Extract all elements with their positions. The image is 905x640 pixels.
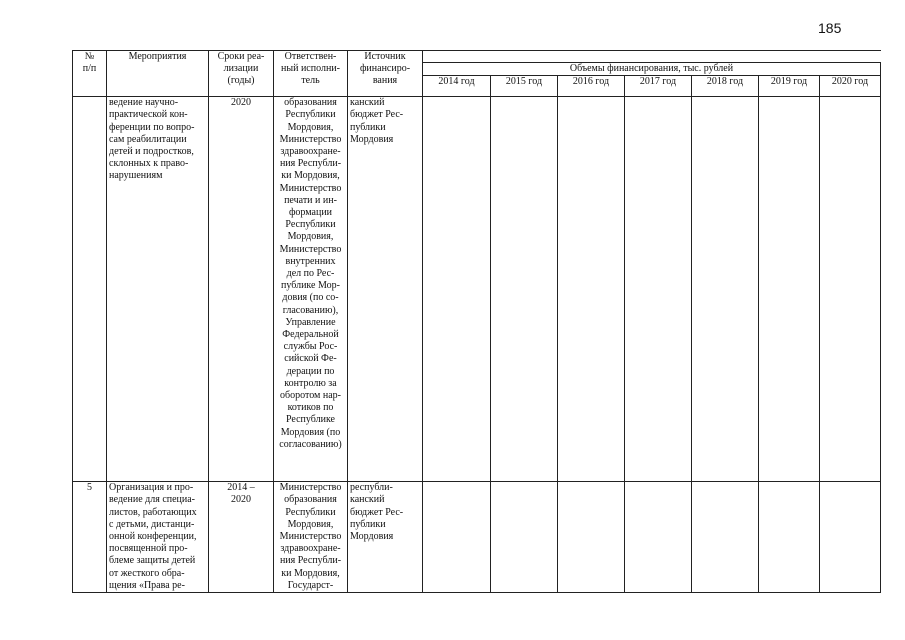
header-year-2017: 2017 год (625, 76, 692, 97)
funding-plan-table (72, 50, 881, 593)
header-funding: Объемы финансирования, тыс. рублей (423, 63, 881, 76)
row-executors: образования Республики Мордовия, Министерство здравоохране- ния Республи- ки Мордовия, Министерство печати и ин- формации Республики Мордовия, Министерство внутренних дел по Рес- публике Мор- довия (по со- гласованию), Управление Федеральной службы Рос- сийской Фе- дерации по контролю за оборотом нар- котиков по Республике Мордовия (по согласованию) (274, 97, 348, 482)
row-cell-2019 (759, 97, 820, 482)
row-cell-2018 (692, 97, 759, 482)
header-source: Источник финансиро- вания (348, 51, 423, 97)
header-year-2014: 2014 год (423, 76, 491, 97)
header-year-2019: 2019 год (759, 76, 820, 97)
table-row (73, 97, 881, 482)
row-cell-2016 (558, 97, 625, 482)
row-cell-2019 (759, 482, 820, 593)
row-cell-2015 (491, 482, 558, 593)
header-spacer (423, 51, 881, 63)
page-number: 185 (818, 20, 842, 36)
header-year-2015: 2015 год (491, 76, 558, 97)
row-cell-2016 (558, 482, 625, 593)
row-cell-2018 (692, 482, 759, 593)
row-source: республи- канский бюджет Рес- публики Мордовия (348, 482, 423, 593)
row-cell-2017 (625, 97, 692, 482)
row-source: канский бюджет Рес- публики Мордовия (348, 97, 423, 482)
row-cell-2017 (625, 482, 692, 593)
row-terms: 2020 (209, 97, 274, 482)
table-row (73, 482, 881, 593)
header-event: Мероприятия (107, 51, 209, 97)
header-year-2016: 2016 год (558, 76, 625, 97)
row-cell-2014 (423, 97, 491, 482)
row-cell-2020 (820, 482, 881, 593)
row-num (73, 97, 107, 482)
header-year-2018: 2018 год (692, 76, 759, 97)
header-year-2020: 2020 год (820, 76, 881, 97)
header-executors: Ответствен- ный исполни- тель (274, 51, 348, 97)
row-cell-2014 (423, 482, 491, 593)
row-cell-2020 (820, 97, 881, 482)
row-cell-2015 (491, 97, 558, 482)
row-event: Организация и про- ведение для специа- листов, работающих с детьми, дистанци- онной конференции, посвященной про- блеме защиты детей от жесткого обра- щения «Права ре- (107, 482, 209, 593)
row-event: ведение научно- практической кон- ференции по вопро- сам реабилитации детей и подростков, склонных к право- нарушениям (107, 97, 209, 482)
header-num: № п/п (73, 51, 107, 97)
row-executors: Министерство образования Республики Мордовия, Министерство здравоохране- ния Республи- ки Мордовия, Государст- (274, 482, 348, 593)
row-num: 5 (73, 482, 107, 593)
row-terms: 2014 – 2020 (209, 482, 274, 593)
header-terms: Сроки реа- лизации (годы) (209, 51, 274, 97)
header-row (73, 51, 881, 63)
